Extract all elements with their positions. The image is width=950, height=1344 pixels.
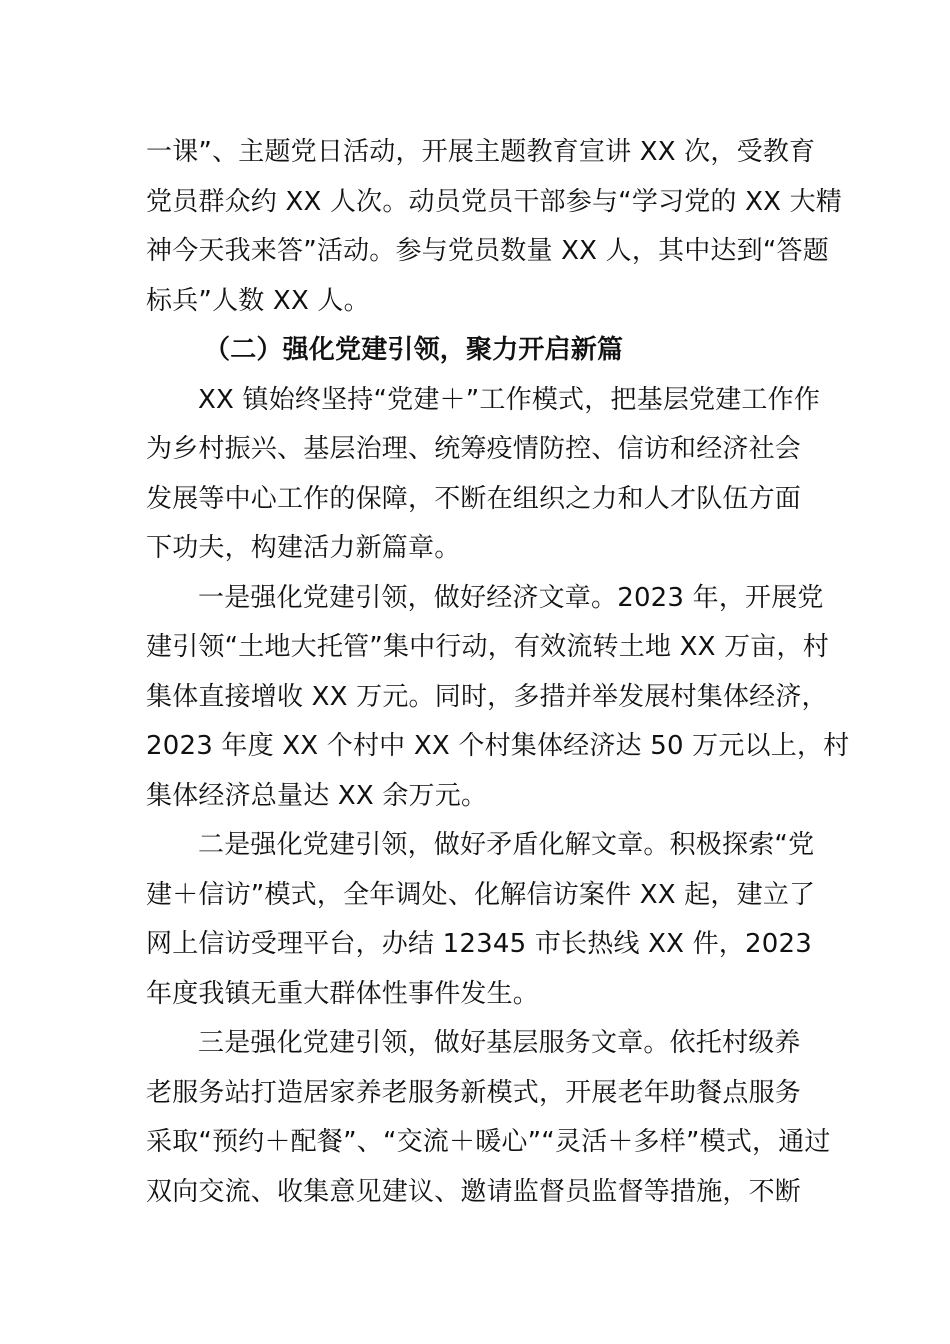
- paragraph-line: 建＋信访”模式，全年调处、化解信访案件 XX 起，建立了: [146, 879, 816, 910]
- paragraph-line: 一是强化党建引领，做好经济文章。2023 年，开展党: [198, 582, 824, 613]
- document-body: [146, 128, 850, 1217]
- paragraph-line: 双向交流、收集意见建议、邀请监督员监督等措施，不断: [146, 1176, 802, 1207]
- paragraph-line: 集体直接增收 XX 万元。同时，多措并举发展村集体经济，: [146, 681, 828, 712]
- intro-line: 神今天我来答”活动。参与党员数量 XX 人，其中达到“答题: [146, 236, 829, 266]
- paragraph-line: XX 镇始终坚持“党建＋”工作模式，把基层党建工作作: [198, 384, 821, 415]
- intro-line: 一课”、主题党日活动，开展主题教育宣讲 XX 次，受教育: [146, 137, 816, 167]
- intro-line: 党员群众约 XX 人次。动员党员干部参与“学习党的 XX 大精: [146, 186, 842, 217]
- paragraph-line: 建引领“土地大托管”集中行动，有效流转土地 XX 万亩，村: [146, 632, 829, 662]
- paragraph-line: 2023 年度 XX 个村中 XX 个村集体经济达 50 万元以上，村: [146, 731, 850, 761]
- paragraph-line: 下功夫，构建活力新篇章。: [146, 533, 461, 563]
- intro-line: 标兵”人数 XX 人。: [146, 285, 370, 316]
- paragraph-line: 集体经济总量达 XX 余万元。: [146, 780, 488, 811]
- section-heading: （二）强化党建引领，聚力开启新篇: [204, 335, 624, 365]
- paragraph-line: 发展等中心工作的保障，不断在组织之力和人才队伍方面: [146, 483, 802, 514]
- paragraph-line: 网上信访受理平台，办结 12345 市长热线 XX 件，2023: [146, 929, 812, 959]
- paragraph-line: 年度我镇无重大群体性事件发生。: [146, 978, 540, 1009]
- paragraph-line: 二是强化党建引领，做好矛盾化解文章。积极探索“党: [198, 830, 815, 860]
- paragraph-line: 采取“预约＋配餐”、“交流＋暖心”“灵活＋多样”模式，通过: [146, 1127, 831, 1157]
- paragraph-line: 老服务站打造居家养老服务新模式，开展老年助餐点服务: [146, 1077, 802, 1108]
- paragraph-line: 三是强化党建引领，做好基层服务文章。依托村级养: [198, 1028, 801, 1058]
- paragraph-line: 为乡村振兴、基层治理、统筹疫情防控、信访和经济社会: [146, 434, 802, 464]
